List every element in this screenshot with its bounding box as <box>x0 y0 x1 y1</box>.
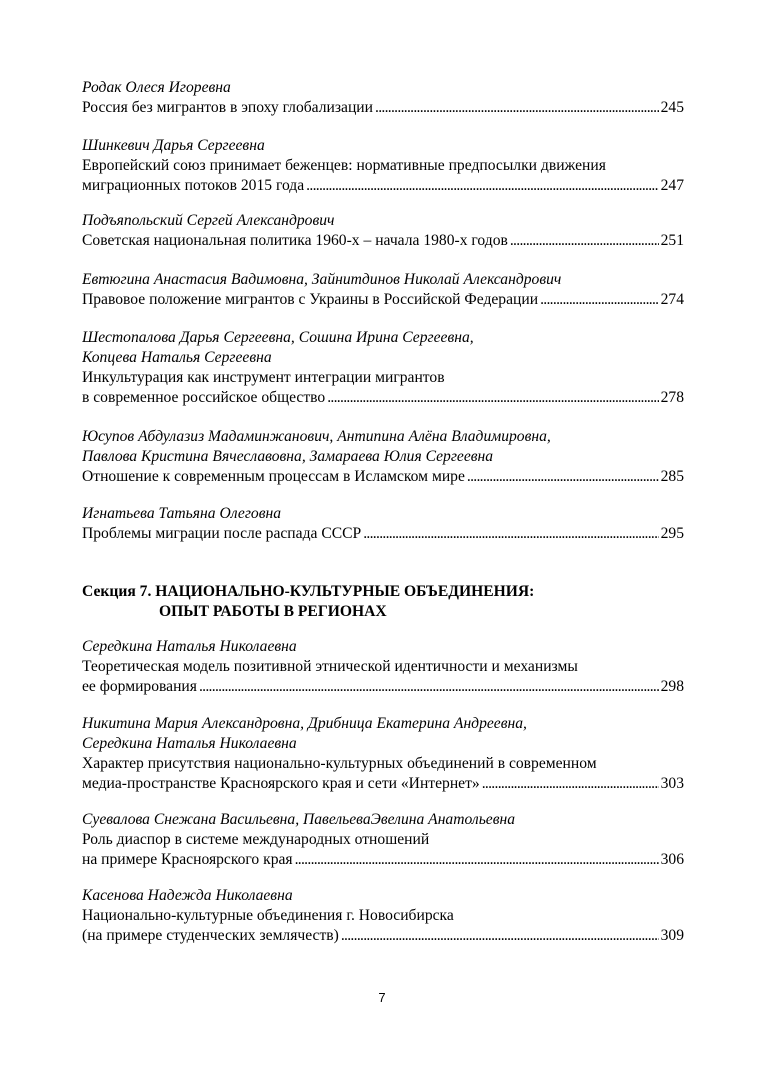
toc-entry <box>82 886 684 946</box>
dot-leader <box>199 677 659 697</box>
entry-title: Правовое положение мигрантов с Украины в Российской Федерации <box>82 291 539 308</box>
entry-title: Отношение к современным процессам в Исламском мире <box>82 468 465 485</box>
entry-authors: Суевалова Снежана Васильевна, ПавельеваЭвелина Анатольевна <box>82 811 516 828</box>
entry-title: медиа-пространстве Красноярского края и сети «Интернет» <box>82 775 480 792</box>
entry-title-line: Инкультурация как инструмент интеграции мигрантов <box>82 369 445 386</box>
entry-title: на примере Красноярского края <box>82 851 293 868</box>
toc-entry <box>82 427 684 487</box>
toc-entry <box>82 270 684 310</box>
dot-leader <box>295 850 659 870</box>
page-ref: 245 <box>660 99 684 116</box>
entry-title-line: Характер присутствия национально-культурных объединений в современном <box>82 755 597 772</box>
entry-authors: Середкина Наталья Николаевна <box>82 735 297 752</box>
entry-authors: Шестопалова Дарья Сергеевна, Сошина Ирина Сергеевна, <box>82 329 474 346</box>
entry-authors: Павлова Кристина Вячеславовна, Замараева Юлия Сергеевна <box>82 448 494 465</box>
toc-entry <box>82 211 684 251</box>
page-ref: 274 <box>660 291 684 308</box>
entry-title-line: Европейский союз принимает беженцев: нормативные предпосылки движения <box>82 157 606 174</box>
entry-authors: Юсупов Абдулазиз Мадаминжанович, Антипина Алёна Владимировна, <box>82 428 551 445</box>
dot-leader <box>306 176 658 196</box>
entry-title: Проблемы миграции после распада СССР <box>82 525 362 542</box>
page-number: 7 <box>378 990 386 1005</box>
page-ref: 247 <box>660 177 684 194</box>
toc-entry <box>82 136 684 196</box>
dot-leader <box>510 231 659 251</box>
toc-entry <box>82 637 684 697</box>
toc-line[interactable] <box>82 774 684 794</box>
dot-leader <box>327 388 658 408</box>
entry-authors: Касенова Надежда Николаевна <box>82 887 293 904</box>
section-heading <box>82 582 684 622</box>
dot-leader <box>375 98 659 118</box>
entry-authors: Подъяпольский Сергей Александрович <box>82 212 335 229</box>
section-title-line: ОПЫТ РАБОТЫ В РЕГИОНАХ <box>159 603 387 620</box>
toc-entry <box>82 78 684 118</box>
page-ref: 295 <box>660 525 684 542</box>
toc-line[interactable] <box>82 524 684 544</box>
dot-leader <box>467 467 659 487</box>
toc-line[interactable] <box>82 926 684 946</box>
entry-authors: Никитина Мария Александровна, Дрибница Екатерина Андреевна, <box>82 715 527 732</box>
toc-line[interactable] <box>82 231 684 251</box>
entry-authors: Игнатьева Татьяна Олеговна <box>82 505 282 522</box>
dot-leader <box>540 290 659 310</box>
entry-title-line: Национально-культурные объединения г. Новосибирска <box>82 907 454 924</box>
toc-line[interactable] <box>82 290 684 310</box>
entry-title: (на примере студенческих землячеств) <box>82 927 339 944</box>
page-ref: 298 <box>660 678 684 695</box>
page-ref: 285 <box>660 468 684 485</box>
toc-entry <box>82 810 684 870</box>
entry-authors: Родак Олеся Игоревна <box>82 79 231 96</box>
dot-leader <box>363 524 658 544</box>
entry-title: ее формирования <box>82 678 197 695</box>
entry-title: Россия без мигрантов в эпоху глобализации <box>82 99 373 116</box>
toc-entry <box>82 714 684 794</box>
entry-title: в современное российское общество <box>82 389 326 406</box>
dot-leader <box>482 774 659 794</box>
entry-title-line: Теоретическая модель позитивной этнической идентичности и механизмы <box>82 658 578 675</box>
toc-line[interactable] <box>82 98 684 118</box>
toc-line[interactable] <box>82 677 684 697</box>
entry-title: Советская национальная политика 1960-х – начала 1980-х годов <box>82 232 508 249</box>
section-title-line: Секция 7. НАЦИОНАЛЬНО-КУЛЬТУРНЫЕ ОБЪЕДИНЕНИЯ: <box>82 583 535 600</box>
toc-entry <box>82 328 684 408</box>
entry-authors: Шинкевич Дарья Сергеевна <box>82 137 265 154</box>
page-ref: 251 <box>660 232 684 249</box>
page-ref: 303 <box>660 775 684 792</box>
page-ref: 309 <box>660 927 684 944</box>
page-ref: 278 <box>660 389 684 406</box>
entry-authors: Евтюгина Анастасия Вадимовна, Зайнитдинов Николай Александрович <box>82 271 562 288</box>
entry-authors: Копцева Наталья Сергеевна <box>82 349 272 366</box>
toc-line[interactable] <box>82 176 684 196</box>
toc-entry <box>82 504 684 544</box>
toc-line[interactable] <box>82 467 684 487</box>
entry-title: миграционных потоков 2015 года <box>82 177 305 194</box>
entry-authors: Середкина Наталья Николаевна <box>82 638 297 655</box>
dot-leader <box>341 926 659 946</box>
entry-title-line: Роль диаспор в системе международных отношений <box>82 831 430 848</box>
toc-line[interactable] <box>82 388 684 408</box>
toc-line[interactable] <box>82 850 684 870</box>
page-ref: 306 <box>660 851 684 868</box>
